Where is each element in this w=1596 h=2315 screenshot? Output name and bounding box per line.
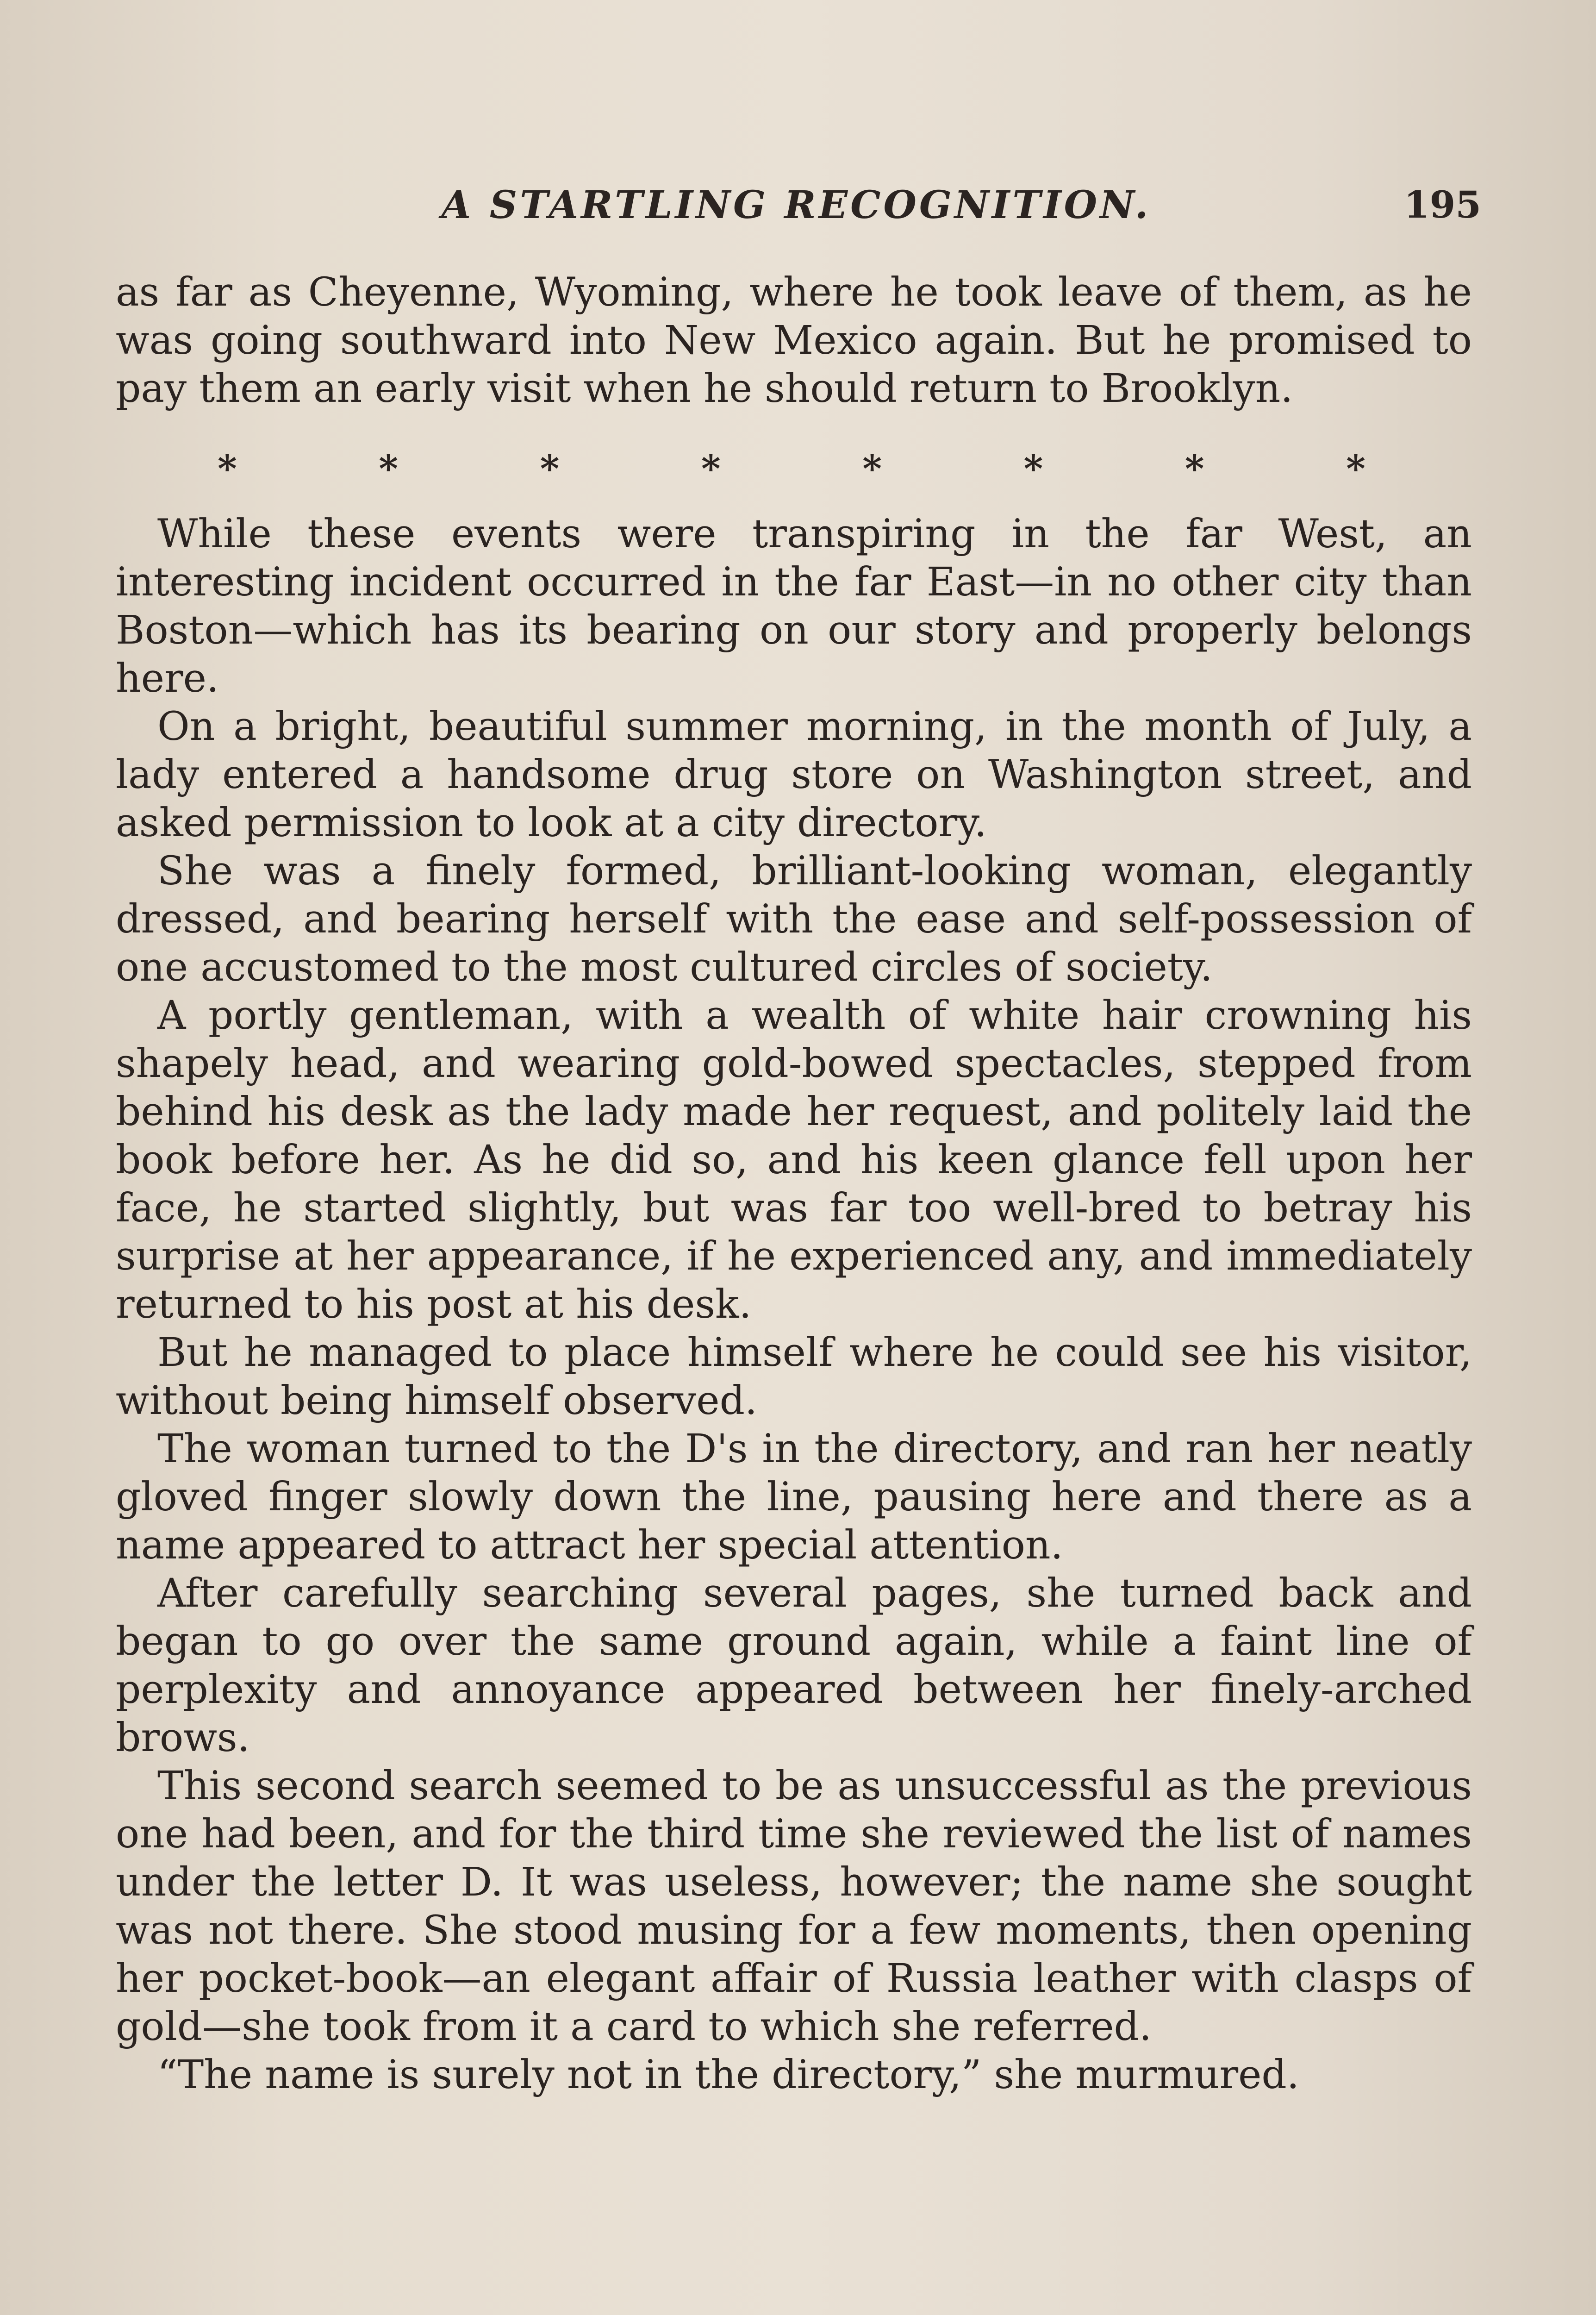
- paragraph-2: While these events were transpiring in the far West, an interesting incident occurred in the far East—in no other city than Boston—which has its bearing on our story and properly belongs here.: [116, 511, 1472, 701]
- section-break-star: *: [540, 447, 560, 490]
- paragraph-1: as far as Cheyenne, Wyoming, where he took leave of them, as he was going southward into New Mexico again. But he promised to pay them an early visit when he should return to Brooklyn.: [116, 269, 1472, 412]
- section-break: [116, 445, 1472, 492]
- section-break-star: *: [1346, 447, 1365, 490]
- page-header: [111, 183, 1481, 234]
- paragraph-5: A portly gentleman, with a wealth of white hair crowning his shapely head, and wearing gold-bowed spectacles, stepped from behind his desk as the lady made her request, and politely laid the book before her. As he did so, and his keen glance fell upon her face, he started slightly, but was far too well-bred to betray his surprise at her appearance, if he experienced any, and immediately returned to his post at his desk.: [116, 993, 1472, 1327]
- paragraph-8: After carefully searching several pages, she turned back and began to go over the same ground again, while a faint line of perplexity and annoyance appeared between her finely-arched brows.: [116, 1570, 1472, 1761]
- paragraph-7: The woman turned to the D's in the directory, and ran her neatly gloved finger slowly down the line, pausing here and there as a name appeared to attract her special attention.: [116, 1426, 1472, 1568]
- section-break-star: *: [1185, 447, 1204, 490]
- paragraph-4: She was a finely formed, brilliant-looking woman, elegantly dressed, and bearing herself with the ease and self-possession of one accustomed to the most cultured circles of society.: [116, 848, 1472, 990]
- section-break-star: *: [1023, 447, 1043, 490]
- section-break-star: *: [701, 447, 721, 490]
- section-break-star: *: [218, 447, 237, 490]
- paragraph-3: On a bright, beautiful summer morning, in the month of July, a lady entered a handsome drug store on Washington street, and asked permission to look at a city directory.: [116, 704, 1472, 846]
- body-text: [116, 269, 1472, 2099]
- running-title: A STARTLING RECOGNITION.: [441, 183, 1151, 227]
- section-break-star: *: [862, 447, 882, 490]
- paragraph-9: This second search seemed to be as unsuccessful as the previous one had been, and for the third time she reviewed the list of names under the letter D. It was useless, however; the name she sought was not there. She stood musing for a few moments, then opening her pocket-book—an elegant affair of Russia leather with clasps of gold—she took from it a card to which she referred.: [116, 1763, 1472, 2050]
- section-break-star: *: [379, 447, 399, 490]
- paragraph-6: But he managed to place himself where he could see his visitor, without being himself observed.: [116, 1330, 1472, 1424]
- paragraph-10: “The name is surely not in the directory,” she murmured.: [157, 2052, 1299, 2098]
- page-number: 195: [1404, 183, 1481, 226]
